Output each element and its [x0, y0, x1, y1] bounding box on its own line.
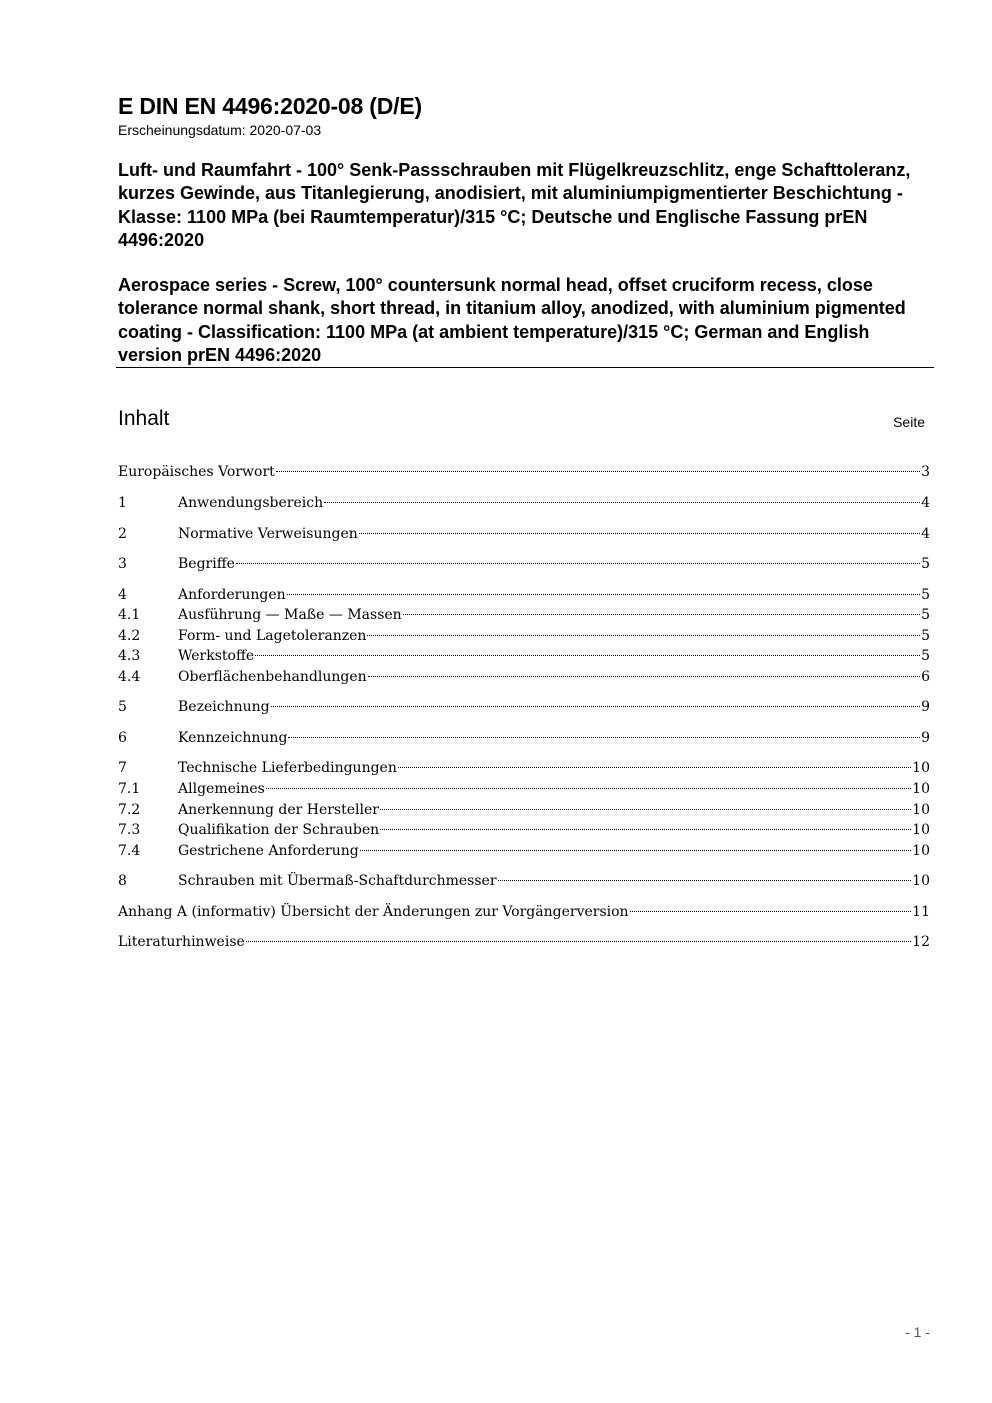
toc-entry-title: Allgemeines	[178, 781, 265, 797]
toc-entry-title: Werkstoffe	[178, 648, 255, 664]
toc-entry[interactable]	[118, 554, 930, 574]
toc-entry-number: 5	[118, 699, 127, 715]
toc-entry-page: 9	[921, 699, 930, 715]
toc-entry-title: Anerkennung der Hersteller	[178, 802, 379, 818]
toc-entry-number: 7.3	[118, 822, 141, 838]
toc-entry-title: Gestrichene Anforderung	[178, 843, 359, 859]
title-german: Luft- und Raumfahrt - 100° Senk-Passschrauben mit Flügelkreuzschlitz, enge Schafttoleranz, kurzes Gewinde, aus Titanlegierung, anodisiert, mit aluminiumpigmentierter Beschichtung - Klasse: 1100 MPa (bei Raumtemperatur)/315 °C; Deutsche und Englische Fassung prEN 4496:2020	[118, 160, 911, 250]
toc-entry-title: Kennzeichnung	[178, 730, 288, 746]
toc-entry-number: 4	[118, 587, 127, 603]
toc-entry-number: 8	[118, 873, 127, 889]
toc-entry[interactable]	[118, 871, 930, 891]
toc-dot-leader	[276, 471, 920, 472]
toc-dot-leader	[403, 614, 920, 615]
toc-entry-page: 10	[912, 873, 930, 889]
toc-entry-title: Form- und Lagetoleranzen	[178, 628, 367, 644]
toc-heading: Inhalt	[118, 407, 170, 430]
toc-entry-page: 10	[912, 843, 930, 859]
toc-entry-title: Ausführung — Maße — Massen	[178, 607, 402, 623]
toc-entry-number: 3	[118, 556, 127, 572]
toc-entry[interactable]	[118, 524, 930, 544]
toc-entry-title: Oberflächenbehandlungen	[178, 669, 367, 685]
toc-entry-page: 9	[921, 730, 930, 746]
toc-entry-number: 7	[118, 760, 127, 776]
toc-dot-leader	[360, 850, 911, 851]
toc-entry-title: Europäisches Vorwort	[118, 464, 275, 480]
publication-date: Erscheinungsdatum: 2020-07-03	[118, 122, 322, 138]
toc-entry[interactable]	[118, 626, 930, 646]
toc-entry-number: 7.2	[118, 802, 141, 818]
toc-dot-leader	[236, 563, 920, 564]
toc-dot-leader	[380, 829, 911, 830]
toc-entry[interactable]	[118, 800, 930, 820]
toc-entry-number: 4.1	[118, 607, 141, 623]
toc-entry[interactable]	[118, 841, 930, 861]
toc-entry-page: 10	[912, 781, 930, 797]
toc-entry-number: 7.4	[118, 843, 141, 859]
toc-entry[interactable]	[118, 932, 930, 952]
toc-entry[interactable]	[118, 820, 930, 840]
toc-entry-page: 10	[912, 822, 930, 838]
toc-entry-number: 4.4	[118, 669, 141, 685]
toc-dot-leader	[246, 941, 911, 942]
toc-entry-page: 3	[921, 464, 930, 480]
toc-entry[interactable]	[118, 779, 930, 799]
toc-entry-page: 11	[912, 904, 930, 920]
toc-entry-title: Anhang A (informativ) Übersicht der Änderungen zur Vorgängerversion	[118, 904, 629, 920]
toc-entry-number: 7.1	[118, 781, 141, 797]
toc-entry-number: 1	[118, 495, 127, 511]
toc-entry[interactable]	[118, 605, 930, 625]
toc-entry-title: Technische Lieferbedingungen	[178, 760, 397, 776]
toc-dot-leader	[324, 502, 920, 503]
toc-entry-number: 2	[118, 526, 127, 542]
toc-dot-leader	[255, 655, 920, 656]
toc-dot-leader	[287, 594, 920, 595]
toc-entry-page: 5	[921, 628, 930, 644]
toc-entry-page: 4	[921, 526, 930, 542]
toc-entry-number: 4.2	[118, 628, 141, 644]
toc-entry-title: Begriffe	[178, 556, 235, 572]
toc-entry-number: 6	[118, 730, 127, 746]
toc-entry[interactable]	[118, 646, 930, 666]
toc-entry-number: 4.3	[118, 648, 141, 664]
toc-entry[interactable]	[118, 758, 930, 778]
toc-dot-leader	[367, 635, 920, 636]
toc-entry-page: 4	[921, 495, 930, 511]
document-id: E DIN EN 4496:2020-08 (D/E)	[118, 93, 422, 119]
toc-entry-title: Qualifikation der Schrauben	[178, 822, 380, 838]
toc-entry[interactable]	[118, 902, 930, 922]
toc-entry-title: Anforderungen	[178, 587, 286, 603]
toc-entry[interactable]	[118, 667, 930, 687]
toc-entry-page: 12	[912, 934, 930, 950]
toc-entry[interactable]	[118, 462, 930, 482]
title-english: Aerospace series - Screw, 100° countersunk normal head, offset cruciform recess, close tolerance normal shank, short thread, in titanium alloy, anodized, with aluminium pigmented coating - Classification: 1100 MPa (at ambient temperature)/315 °C; German and English version prEN 4496:2020	[118, 275, 906, 365]
toc-dot-leader	[288, 737, 920, 738]
toc-dot-leader	[380, 809, 911, 810]
toc-entry[interactable]	[118, 728, 930, 748]
toc-entry-page: 5	[921, 587, 930, 603]
toc-dot-leader	[266, 788, 911, 789]
toc-dot-leader	[398, 767, 911, 768]
page-number: - 1 -	[905, 1324, 930, 1340]
toc-dot-leader	[368, 676, 920, 677]
toc-entry-page: 10	[912, 802, 930, 818]
toc-entry-page: 5	[921, 556, 930, 572]
toc-entry-title: Anwendungsbereich	[178, 495, 324, 511]
toc-dot-leader	[359, 533, 920, 534]
header-divider	[116, 367, 934, 368]
toc-entry[interactable]	[118, 493, 930, 513]
toc-dot-leader	[498, 880, 912, 881]
toc-entry[interactable]	[118, 585, 930, 605]
toc-entry-page: 6	[921, 669, 930, 685]
toc-entry-title: Schrauben mit Übermaß-Schaftdurchmesser	[178, 873, 497, 889]
toc-entry-title: Normative Verweisungen	[178, 526, 358, 542]
toc-page-column-label: Seite	[893, 414, 925, 430]
toc-entry-page: 5	[921, 648, 930, 664]
toc-entry-page: 5	[921, 607, 930, 623]
toc-entry-title: Literaturhinweise	[118, 934, 245, 950]
toc-entry-title: Bezeichnung	[178, 699, 270, 715]
toc-entry[interactable]	[118, 697, 930, 717]
toc-entry-page: 10	[912, 760, 930, 776]
toc-dot-leader	[630, 911, 912, 912]
toc-dot-leader	[271, 706, 920, 707]
